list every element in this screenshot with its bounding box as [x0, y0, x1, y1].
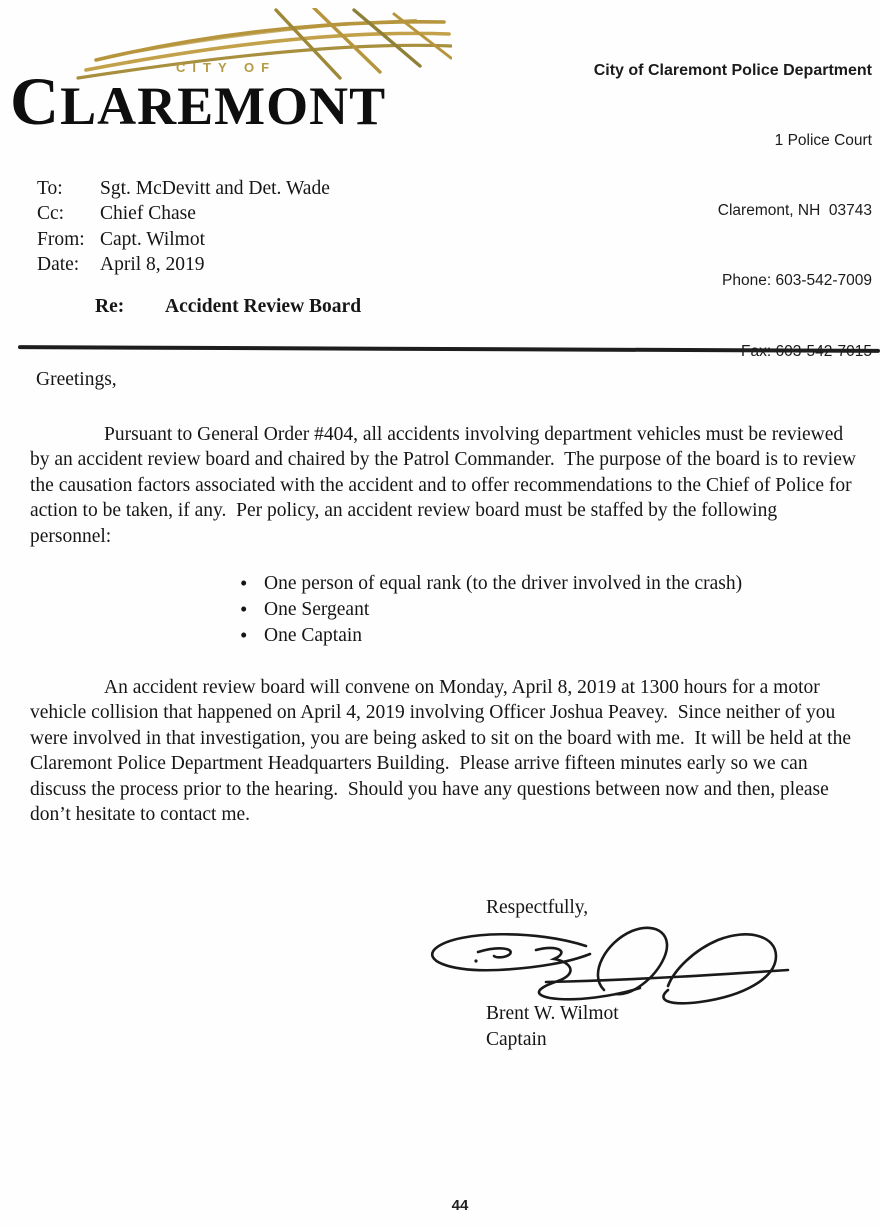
cc-value: Chief Chase [100, 203, 196, 225]
cc-label: Cc: [37, 203, 65, 225]
department-name: City of Claremont Police Department [593, 61, 872, 79]
signer-name: Brent W. Wilmot [486, 1003, 619, 1024]
body-paragraph-2: An accident review board will convene on Monday, April 8, 2019 at 1300 hours for a motor vehicle collision that happened on April 4, 2019 involving Officer Joshua Peavey. Since neither of you were involved in that investigation, you are being asked to sit on the board with me. It will be held at the Claremont Police Department Headquarters Building. Please arrive fifteen minutes early so we can discuss the process prior to the hearing. Should you have any questions between now and then, please don’t hesitate to contact me. [30, 677, 856, 826]
memo-row-from [37, 227, 330, 252]
date-label: Date: [37, 253, 80, 275]
logo-city-of-text: CITY OF [176, 60, 277, 75]
memo-row-date [37, 252, 330, 277]
handwritten-signature [418, 918, 790, 1006]
memo-row-cc [37, 201, 330, 226]
page-number: 44 [451, 1197, 469, 1214]
phone-line: Phone: 603-542-7009 [722, 272, 872, 290]
signer-title: Captain [486, 1029, 547, 1050]
salutation: Greetings, [36, 369, 117, 390]
date-value: April 8, 2019 [100, 253, 205, 275]
from-value: Capt. Wilmot [100, 228, 206, 250]
to-value: Sgt. McDevitt and Det. Wade [100, 178, 330, 199]
signature-block [486, 1001, 619, 1053]
body-paragraph-1: Pursuant to General Order #404, all accidents involving department vehicles must be reviewed by an accident review board and chaired by the Patrol Commander. The purpose of the board is to review the causation factors associated with the accident and to offer recommendations to the Chief of Police for action to be taken, if any. Per policy, an accident review board must be staffed by the following personnel: [30, 424, 861, 547]
bullet-item: • One person of equal rank (to the driver involved in the crash) [238, 571, 742, 597]
city-of-claremont-logo [4, 4, 454, 144]
to-label: To: [37, 178, 63, 199]
valediction: Respectfully, [486, 897, 589, 918]
logo-initial-letter: C [10, 63, 61, 139]
re-label: Re: [95, 296, 125, 317]
re-subject: Accident Review Board [165, 296, 362, 317]
address-line-1: 1 Police Court [774, 132, 872, 150]
personnel-bullet-list [238, 571, 742, 650]
memo-row-to [37, 176, 330, 201]
bullet-item: • One Sergeant [238, 597, 742, 623]
bullet-item: • One Captain [238, 623, 742, 649]
address-line-2: Claremont, NH 03743 [717, 202, 872, 220]
from-label: From: [37, 228, 85, 250]
logo-claremont-wordmark [10, 54, 386, 149]
memo-row-re [95, 296, 361, 318]
logo-rest-letters: LAREMONT [60, 76, 387, 136]
memo-header-fields [37, 176, 330, 277]
